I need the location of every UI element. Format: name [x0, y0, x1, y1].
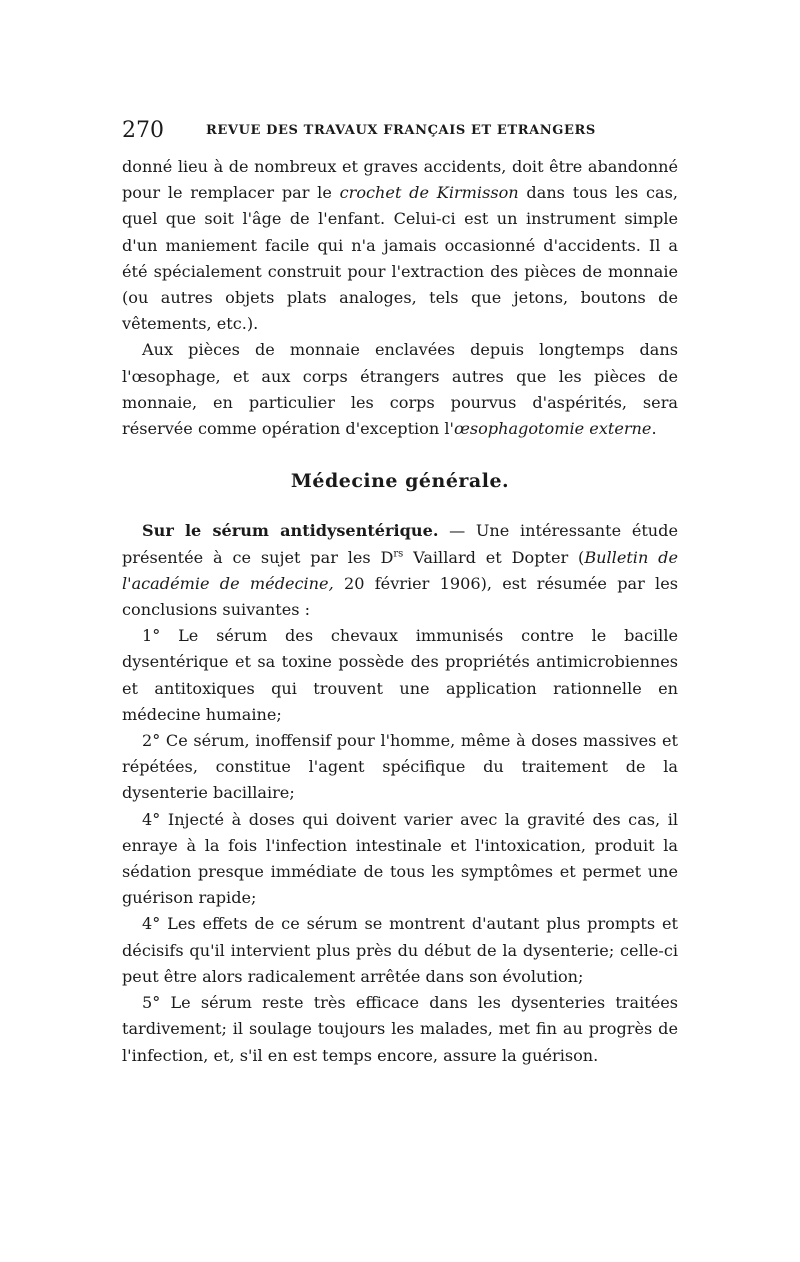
section-heading: Médecine générale.: [290, 470, 510, 493]
book-page: [122, 118, 678, 1069]
paragraph-continuation: [122, 154, 678, 337]
text-run: Aux pièces de monnaie enclavées depuis longtemps dans l'œsophage, et aux corps étrangers autres que les pièces de monnaie, en particulier les corps pourvus d'aspérités, sera réservée comme opération d'exception l': [122, 340, 678, 439]
running-head: REVUE DES TRAVAUX FRANÇAIS ET ETRANGERS: [206, 123, 596, 138]
page-header: [122, 118, 678, 142]
conclusion-item: 1° Le sérum des chevaux immunisés contre le bacille dysentérique et sa toxine possède des propriétés antimicrobiennes et antitoxiques qui trouvent une application rationnelle en médecine humaine;: [122, 626, 678, 724]
paragraph: [122, 337, 678, 442]
conclusion-item: 4° Les effets de ce sérum se montrent d'autant plus prompts et décisifs qu'il intervient plus près du début de la dysenterie; celle-ci peut être alors radicalement arrêtée dans son évolution;: [122, 914, 678, 986]
conclusion-item: 5° Le sérum reste très efficace dans les dysenteries traitées tardivement; il soulage toujours les malades, met fin au progrès de l'infection, et, s'il en est temps encore, assure la guérison.: [122, 993, 678, 1065]
article-title: Sur le sérum antidysentérique.: [142, 521, 439, 541]
text-run: — Une intéressante étude présentée à ce sujet par les D: [122, 521, 678, 567]
superscript: rs: [393, 548, 404, 560]
body-text: [122, 154, 678, 1069]
page-number: 270: [122, 118, 164, 143]
text-run: donné lieu à de nombreux et graves accidents, doit être abandonné pour le remplacer par le: [122, 157, 678, 203]
text-run: .: [651, 419, 657, 439]
paragraph: [122, 518, 678, 623]
conclusion-item: 4° Injecté à doses qui doivent varier avec la gravité des cas, il enraye à la fois l'infection intestinale et l'intoxication, produit la sédation presque immédiate de tous les symptômes et permet une guérison rapide;: [122, 809, 678, 908]
text-run: Vaillard et Dopter (: [403, 547, 585, 567]
text-run: 20 février 1906), est résumée par les conclusions suivantes :: [122, 573, 678, 620]
conclusion-item: 2° Ce sérum, inoffensif pour l'homme, même à doses massives et répétées, constitue l'agent spécifique du traitement de la dysenterie bacillaire;: [122, 731, 678, 803]
citation: Bulletin de l'académie de médecine,: [122, 547, 678, 593]
italic-term: œsophagotomie externe: [453, 419, 652, 439]
text-run: dans tous les cas, quel que soit l'âge de l'enfant. Celui-ci est un instrument simple d'un maniement facile qui n'a jamais occasionné d'accidents. Il a été spécialement construit pour l'extraction des pièces de monnaie (ou autres objets plats analoges, tels que jetons, boutons de vêtements, etc.).: [122, 183, 678, 334]
italic-term: crochet de Kirmisson: [339, 183, 519, 203]
